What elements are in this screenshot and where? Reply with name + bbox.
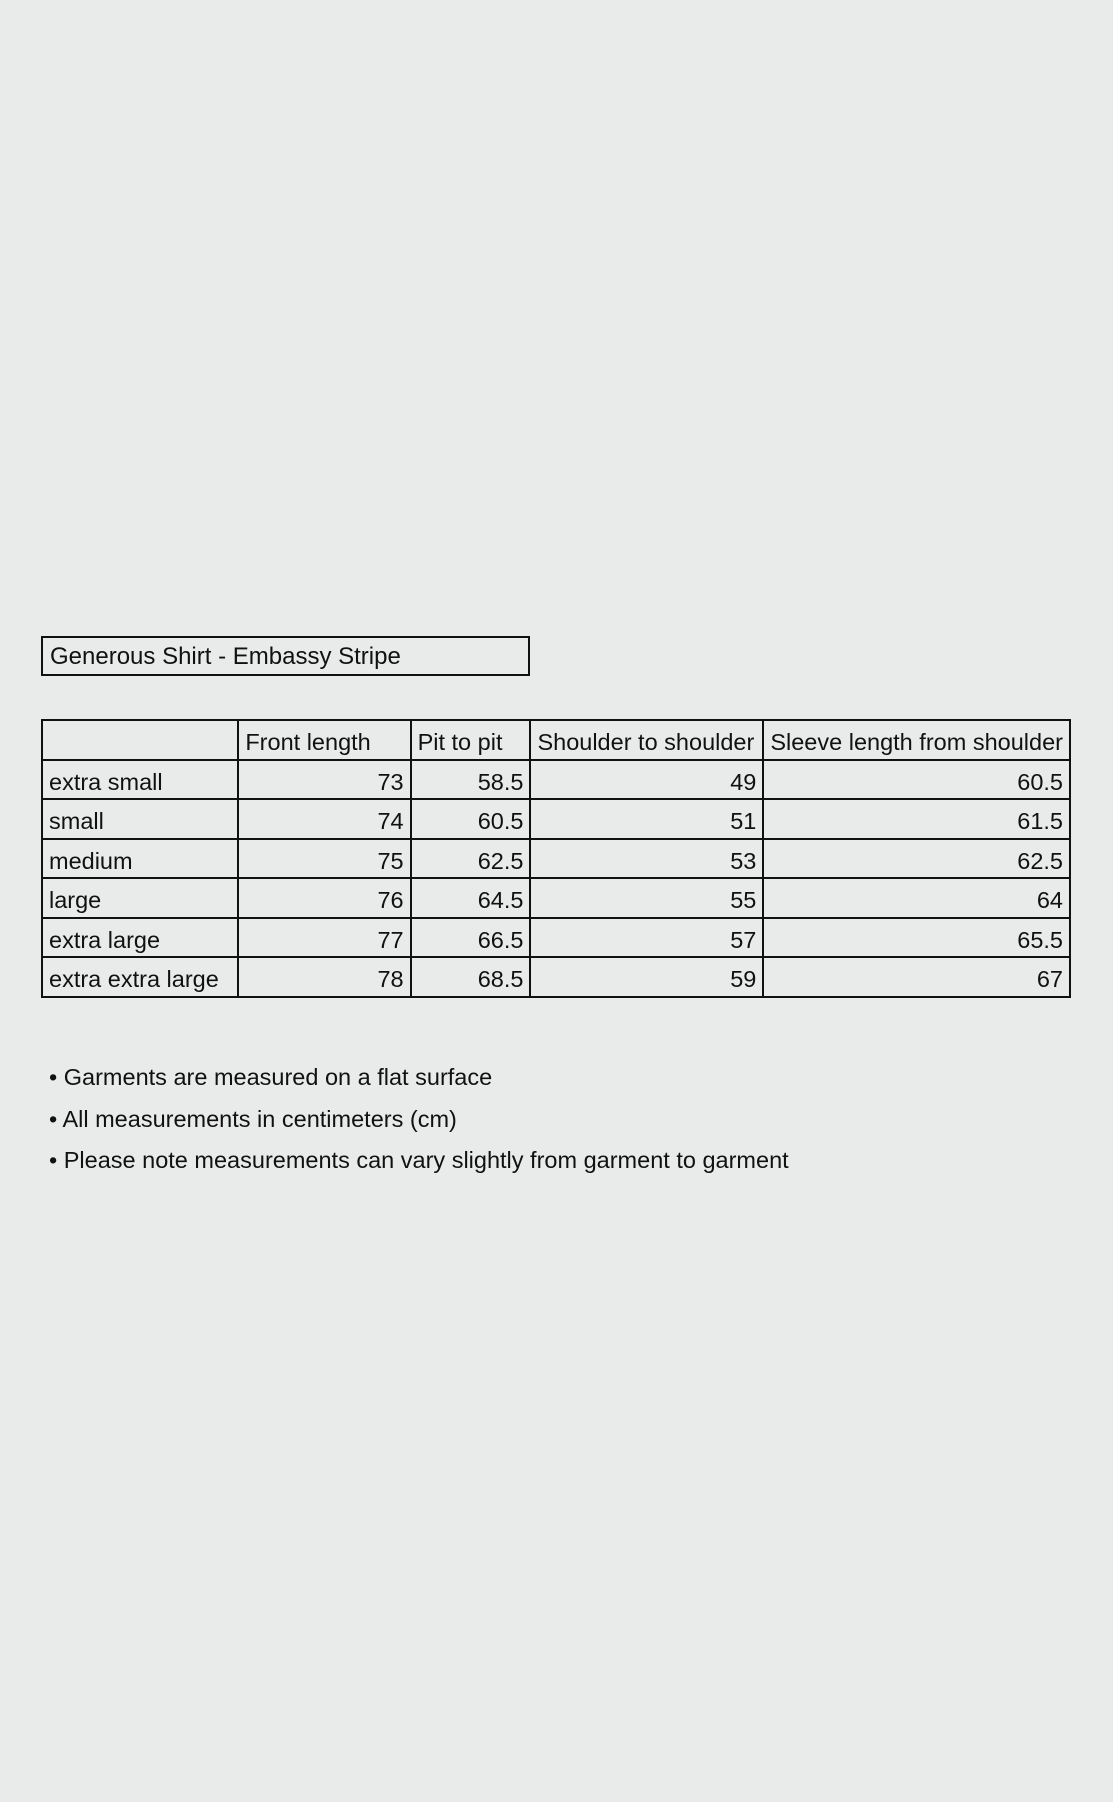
measurement-cell: 53 xyxy=(530,839,763,879)
measurement-cell: 77 xyxy=(238,918,410,958)
header-cell: Shoulder to shoulder xyxy=(530,720,763,760)
measurement-cell: 64 xyxy=(763,878,1070,918)
header-cell xyxy=(42,720,238,760)
size-label-cell: extra small xyxy=(42,760,238,800)
measurement-cell: 75 xyxy=(238,839,410,879)
measurement-cell: 57 xyxy=(530,918,763,958)
measurement-cell: 67 xyxy=(763,957,1070,997)
measurement-cell: 49 xyxy=(530,760,763,800)
table-row xyxy=(42,918,1070,958)
measurement-cell: 61.5 xyxy=(763,799,1070,839)
measurement-cell: 66.5 xyxy=(411,918,531,958)
measurement-cell: 62.5 xyxy=(763,839,1070,879)
measurement-cell: 60.5 xyxy=(763,760,1070,800)
measurement-cell: 73 xyxy=(238,760,410,800)
table-header-row xyxy=(42,720,1070,760)
table-row xyxy=(42,760,1070,800)
measurement-cell: 62.5 xyxy=(411,839,531,879)
header-cell: Front length xyxy=(238,720,410,760)
measurement-cell: 58.5 xyxy=(411,760,531,800)
size-label-cell: large xyxy=(42,878,238,918)
measurement-cell: 60.5 xyxy=(411,799,531,839)
size-label-cell: extra large xyxy=(42,918,238,958)
table-row xyxy=(42,839,1070,879)
measurement-cell: 55 xyxy=(530,878,763,918)
table-row xyxy=(42,957,1070,997)
table-row xyxy=(42,799,1070,839)
note-item: • All measurements in centimeters (cm) xyxy=(49,1105,457,1132)
measurement-cell: 59 xyxy=(530,957,763,997)
table-row xyxy=(42,878,1070,918)
measurement-cell: 68.5 xyxy=(411,957,531,997)
size-label-cell: small xyxy=(42,799,238,839)
measurement-cell: 65.5 xyxy=(763,918,1070,958)
size-label-cell: medium xyxy=(42,839,238,879)
measurement-notes xyxy=(49,1057,789,1182)
header-cell: Pit to pit xyxy=(411,720,531,760)
measurement-cell: 78 xyxy=(238,957,410,997)
measurement-cell: 74 xyxy=(238,799,410,839)
size-chart-table xyxy=(41,719,1071,998)
measurement-cell: 76 xyxy=(238,878,410,918)
product-title: Generous Shirt - Embassy Stripe xyxy=(41,636,530,676)
note-item: • Please note measurements can vary slightly from garment to garment xyxy=(49,1147,789,1173)
header-cell: Sleeve length from shoulder xyxy=(763,720,1070,760)
measurement-cell: 51 xyxy=(530,799,763,839)
measurement-cell: 64.5 xyxy=(411,878,531,918)
size-label-cell: extra extra large xyxy=(42,957,238,997)
note-item: • Garments are measured on a flat surface xyxy=(49,1064,493,1090)
